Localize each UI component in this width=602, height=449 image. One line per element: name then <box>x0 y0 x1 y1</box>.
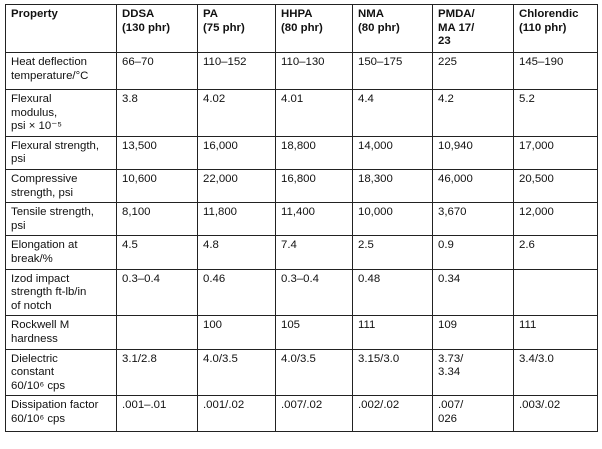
value-cell: 4.0/3.5 <box>276 349 353 396</box>
value-cell: 4.02 <box>198 90 276 137</box>
value-cell <box>117 316 198 349</box>
table-row <box>6 316 598 349</box>
header-text-line: 23 <box>438 35 451 48</box>
property-cell <box>6 396 117 432</box>
value-cell: 111 <box>514 316 598 349</box>
property-text-line: Flexural <box>11 93 52 105</box>
value-cell: 46,000 <box>433 169 514 202</box>
header-text-line: PMDA/ <box>438 8 475 20</box>
value-cell: .001/.02 <box>198 396 276 432</box>
value-cell: 100 <box>198 316 276 349</box>
property-text-line: hardness <box>11 332 58 345</box>
value-cell: 13,500 <box>117 136 198 169</box>
header-text-line: (80 phr) <box>281 21 323 34</box>
column-header <box>353 5 433 53</box>
value-cell: 3.4/3.0 <box>514 349 598 396</box>
value-cell: 0.34 <box>433 269 514 316</box>
table-row <box>6 53 598 90</box>
value-cell: 16,000 <box>198 136 276 169</box>
property-text-line: 60/10⁶ cps <box>11 412 66 425</box>
properties-table <box>5 4 598 432</box>
value-cell: 0.46 <box>198 269 276 316</box>
value-cell: 110–130 <box>276 53 353 90</box>
property-text-line: Heat deflection <box>11 56 87 68</box>
header-text-line: (75 phr) <box>203 21 245 34</box>
property-text-line: psi × 10⁻⁵ <box>11 120 62 133</box>
header-text-line: (110 phr) <box>519 21 567 34</box>
property-text-line: break/% <box>11 252 53 265</box>
header-text-line: DDSA <box>122 8 155 20</box>
property-cell <box>6 269 117 316</box>
table-row <box>6 169 598 202</box>
value-cell: 225 <box>433 53 514 90</box>
value-cell: 0.9 <box>433 236 514 269</box>
value-cell: 3.15/3.0 <box>353 349 433 396</box>
value-cell: 2.6 <box>514 236 598 269</box>
header-text-line: PA <box>203 8 218 20</box>
value-cell: 145–190 <box>514 53 598 90</box>
value-cell: 111 <box>353 316 433 349</box>
property-cell <box>6 90 117 137</box>
value-cell: 14,000 <box>353 136 433 169</box>
value-cell: 0.48 <box>353 269 433 316</box>
column-header <box>198 5 276 53</box>
value-cell: 4.0/3.5 <box>198 349 276 396</box>
value-cell: .007/.02 <box>276 396 353 432</box>
value-cell: 3,670 <box>433 203 514 236</box>
header-text-line: (80 phr) <box>358 21 400 34</box>
value-cell: 20,500 <box>514 169 598 202</box>
value-cell: 22,000 <box>198 169 276 202</box>
header-text-line: HHPA <box>281 8 313 20</box>
value-cell: .003/.02 <box>514 396 598 432</box>
header-text-line: MA 17/ <box>438 21 475 34</box>
property-text-line: of notch <box>11 299 52 312</box>
value-cell: 10,940 <box>433 136 514 169</box>
value-cell: 4.8 <box>198 236 276 269</box>
value-cell: 10,600 <box>117 169 198 202</box>
column-header <box>433 5 514 53</box>
value-cell: 0.3–0.4 <box>276 269 353 316</box>
value-cell: .002/.02 <box>353 396 433 432</box>
property-cell <box>6 236 117 269</box>
value-cell: 109 <box>433 316 514 349</box>
property-text-line: strength ft-lb/in <box>11 286 87 299</box>
value-cell: 7.4 <box>276 236 353 269</box>
header-text-line: Chlorendic <box>519 8 579 20</box>
property-cell <box>6 203 117 236</box>
property-text-line: psi <box>11 219 26 232</box>
value-cell: .001–.01 <box>117 396 198 432</box>
header-row <box>6 5 598 53</box>
property-text-line: modulus, <box>11 106 58 119</box>
table-row <box>6 90 598 137</box>
property-text-line: Dissipation factor <box>11 399 99 412</box>
value-cell: 2.5 <box>353 236 433 269</box>
value-cell: 10,000 <box>353 203 433 236</box>
property-text-line: strength, psi <box>11 186 74 199</box>
table-row <box>6 269 598 316</box>
table-body <box>6 53 598 432</box>
value-cell: 4.01 <box>276 90 353 137</box>
header-text-line: NMA <box>358 8 384 20</box>
property-cell <box>6 136 117 169</box>
value-cell: 150–175 <box>353 53 433 90</box>
column-header <box>276 5 353 53</box>
property-text-line: constant <box>11 366 55 379</box>
value-cell: 4.2 <box>433 90 514 137</box>
property-text-line: Compressive <box>11 172 78 185</box>
table-row <box>6 349 598 396</box>
header-text-line: Property <box>11 8 58 20</box>
table-row <box>6 396 598 432</box>
value-cell: 16,800 <box>276 169 353 202</box>
value-cell: 66–70 <box>117 53 198 90</box>
value-cell: 105 <box>276 316 353 349</box>
header-text-line: (130 phr) <box>122 21 171 34</box>
property-text-line: Flexural strength, <box>11 139 99 152</box>
column-header <box>117 5 198 53</box>
value-cell: 3.73/ 3.34 <box>433 349 514 396</box>
table-row <box>6 203 598 236</box>
value-cell: 4.4 <box>353 90 433 137</box>
property-text-line: temperature/°C <box>11 69 89 82</box>
table-container <box>5 4 598 432</box>
property-text-line: Izod impact <box>11 272 70 285</box>
property-cell <box>6 53 117 90</box>
property-text-line: Dielectric <box>11 352 58 365</box>
property-cell <box>6 169 117 202</box>
value-cell: 11,800 <box>198 203 276 236</box>
column-header <box>514 5 598 53</box>
property-text-line: Elongation at <box>11 239 78 252</box>
value-cell: 8,100 <box>117 203 198 236</box>
property-text-line: 60/10⁶ cps <box>11 379 66 392</box>
value-cell: 0.3–0.4 <box>117 269 198 316</box>
property-cell <box>6 316 117 349</box>
column-header-property <box>6 5 117 53</box>
property-text-line: psi <box>11 153 26 166</box>
value-cell: 12,000 <box>514 203 598 236</box>
value-cell: 18,800 <box>276 136 353 169</box>
value-cell: 4.5 <box>117 236 198 269</box>
value-cell: 11,400 <box>276 203 353 236</box>
value-cell: 3.8 <box>117 90 198 137</box>
table-row <box>6 136 598 169</box>
value-cell: 3.1/2.8 <box>117 349 198 396</box>
property-text-line: Tensile strength, <box>11 206 94 219</box>
value-cell: .007/ 026 <box>433 396 514 432</box>
value-cell: 18,300 <box>353 169 433 202</box>
property-text-line: Rockwell M <box>11 319 70 332</box>
value-cell <box>514 269 598 316</box>
table-row <box>6 236 598 269</box>
property-cell <box>6 349 117 396</box>
value-cell: 17,000 <box>514 136 598 169</box>
value-cell: 110–152 <box>198 53 276 90</box>
value-cell: 5.2 <box>514 90 598 137</box>
